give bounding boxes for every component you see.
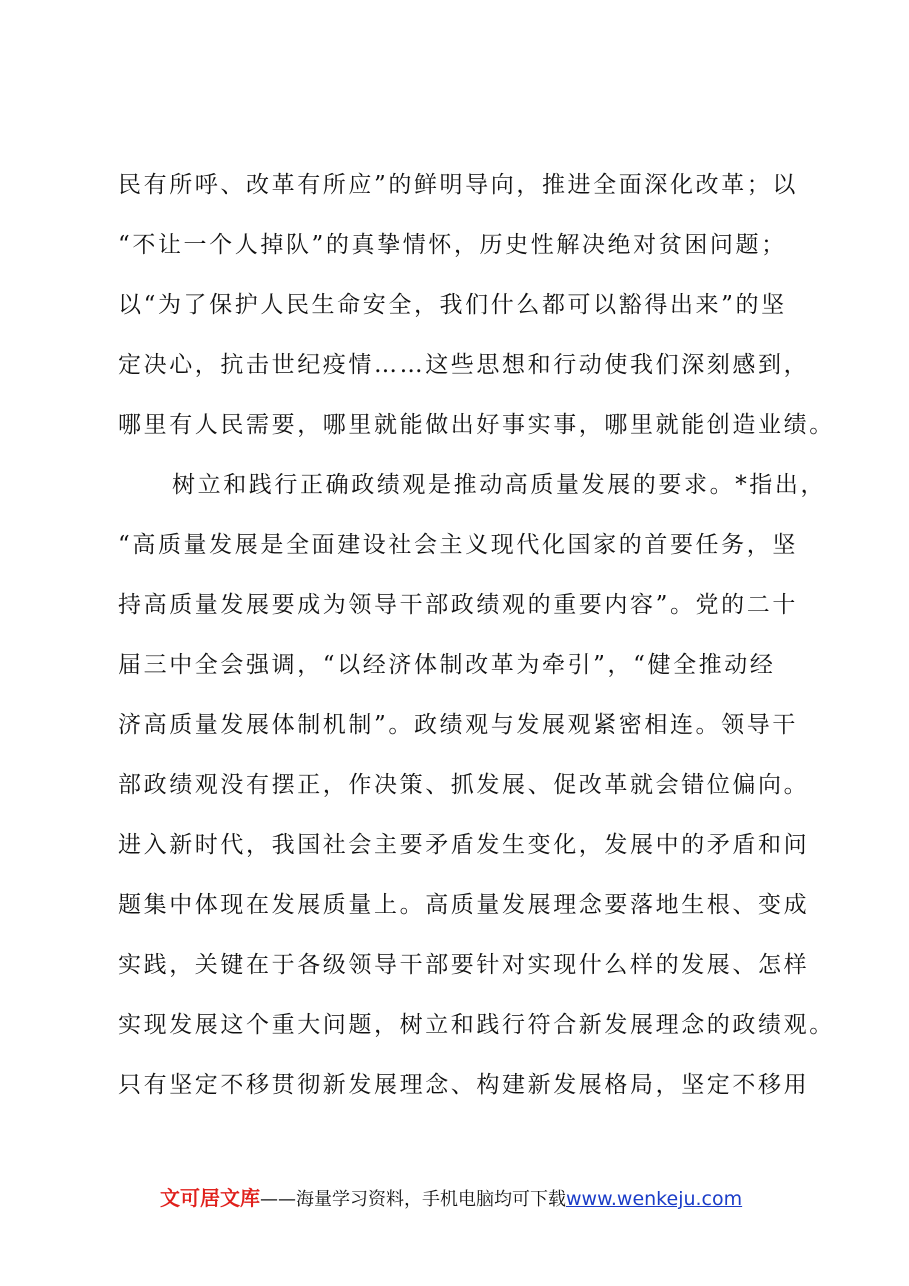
text-line: 民有所呼、改革有所应”的鲜明导向，推进全面深化改革；以	[118, 172, 798, 198]
text-line: 进入新时代，我国社会主要矛盾发生变化，发展中的矛盾和问	[118, 832, 810, 858]
text-line: 只有坚定不移贯彻新发展理念、构建新发展格局，坚定不移用	[118, 1072, 810, 1098]
text-line: 定决心，抗击世纪疫情……这些思想和行动使我们深刻感到，	[118, 352, 810, 378]
text-line: 哪里有人民需要，哪里就能做出好事实事，哪里就能创造业绩。	[118, 412, 835, 438]
text-line: 届三中全会强调，“以经济体制改革为牵引”，“健全推动经	[118, 652, 776, 678]
text-line: “高质量发展是全面建设社会主义现代化国家的首要任务，坚	[118, 532, 798, 558]
footer-tagline: 海量学习资料，手机电脑均可下载	[296, 1189, 566, 1210]
footer-dash: ——	[260, 1189, 296, 1210]
text-line: 实现发展这个重大问题，树立和践行符合新发展理念的政绩观。	[118, 1012, 835, 1038]
text-line: 济高质量发展体制机制”。政绩观与发展观紧密相连。领导干	[118, 712, 798, 738]
footer-link[interactable]: www.wenkeju.com	[566, 1188, 743, 1210]
text-line: 实践，关键在于各级领导干部要针对实现什么样的发展、怎样	[118, 952, 810, 978]
text-line: 部政绩观没有摆正，作决策、抓发展、促改革就会错位偏向。	[118, 772, 810, 798]
text-line: “不让一个人掉队”的真挚情怀，历史性解决绝对贫困问题；	[118, 232, 787, 258]
text-line: 以“为了保护人民生命安全，我们什么都可以豁得出来”的坚	[118, 292, 787, 318]
footer-brand: 文可居文库	[160, 1186, 260, 1210]
paragraph-first-line: 树立和践行正确政绩观是推动高质量发展的要求。*指出，	[172, 472, 827, 498]
text-line: 持高质量发展要成为领导干部政绩观的重要内容”。党的二十	[118, 592, 798, 618]
text-line: 题集中体现在发展质量上。高质量发展理念要落地生根、变成	[118, 892, 810, 918]
page-footer	[160, 1183, 742, 1213]
